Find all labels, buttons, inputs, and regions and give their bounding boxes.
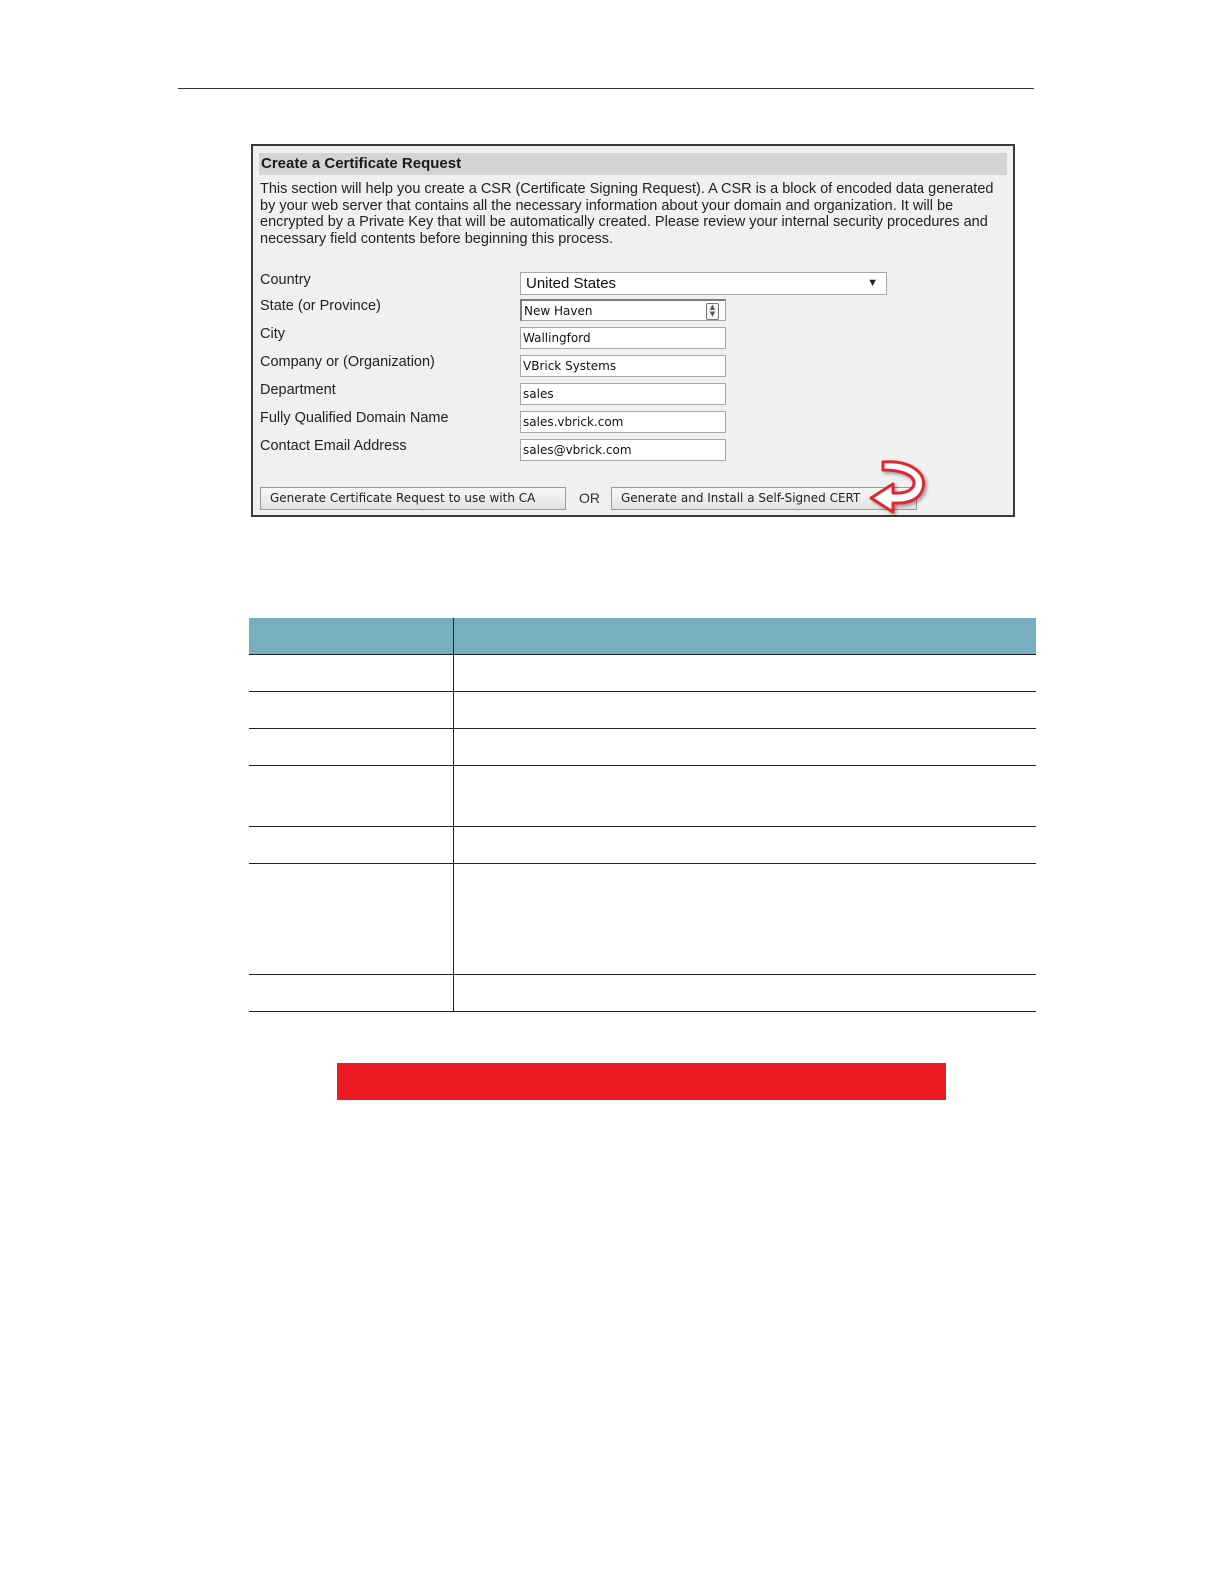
notice-bar xyxy=(337,1063,946,1100)
city-label: City xyxy=(260,326,285,342)
country-label: Country xyxy=(260,272,311,288)
table-row xyxy=(249,655,1036,692)
table-cell xyxy=(249,864,454,975)
department-field[interactable]: sales xyxy=(520,383,726,405)
table-cell xyxy=(454,766,1037,827)
table-header-cell xyxy=(249,618,454,655)
state-label: State (or Province) xyxy=(260,298,381,314)
chevron-down-icon: ▼ xyxy=(867,277,878,289)
table-row xyxy=(249,975,1036,1012)
table-row xyxy=(249,766,1036,827)
state-field[interactable] xyxy=(520,299,726,321)
table-header-row xyxy=(249,618,1036,655)
table-row xyxy=(249,864,1036,975)
header-rule xyxy=(178,88,1034,89)
table-cell xyxy=(454,975,1037,1012)
table-row xyxy=(249,827,1036,864)
certificate-request-panel xyxy=(251,144,1015,517)
table-cell xyxy=(454,692,1037,729)
generate-csr-button[interactable]: Generate Certificate Request to use with CA xyxy=(260,487,566,510)
email-label: Contact Email Address xyxy=(260,438,407,454)
country-select[interactable] xyxy=(520,272,887,295)
panel-title: Create a Certificate Request xyxy=(259,153,1007,175)
table-cell xyxy=(249,975,454,1012)
state-value: New Haven xyxy=(524,304,593,318)
table-header-cell xyxy=(454,618,1037,655)
table-cell xyxy=(249,655,454,692)
panel-description: This section will help you create a CSR (Certificate Signing Request). A CSR is a block of encoded data generated by your web server that contains all the necessary information about your domain and organization. It will be encrypted by a Private Key that will be automatically created. Please review your internal security procedures and necessary field contents before beginning this process. xyxy=(260,181,994,247)
table-cell xyxy=(249,827,454,864)
spin-icon[interactable]: ▲ ▼ xyxy=(706,303,719,320)
table-cell xyxy=(454,827,1037,864)
fqdn-field[interactable]: sales.vbrick.com xyxy=(520,411,726,433)
table-cell xyxy=(454,729,1037,766)
table-cell xyxy=(249,692,454,729)
table-cell xyxy=(249,729,454,766)
table-row xyxy=(249,692,1036,729)
table-cell xyxy=(454,655,1037,692)
country-value: United States xyxy=(526,275,617,292)
fqdn-label: Fully Qualified Domain Name xyxy=(260,410,449,426)
company-field[interactable]: VBrick Systems xyxy=(520,355,726,377)
self-signed-cert-button[interactable]: Generate and Install a Self-Signed CERT xyxy=(611,487,917,510)
curved-arrow-icon xyxy=(865,458,931,516)
or-label: OR xyxy=(579,490,600,506)
table-cell xyxy=(454,864,1037,975)
field-description-table xyxy=(249,618,1036,1012)
city-field[interactable]: Wallingford xyxy=(520,327,726,349)
company-label: Company or (Organization) xyxy=(260,354,435,370)
email-field[interactable]: sales@vbrick.com xyxy=(520,439,726,461)
table-cell xyxy=(249,766,454,827)
table-row xyxy=(249,729,1036,766)
department-label: Department xyxy=(260,382,336,398)
